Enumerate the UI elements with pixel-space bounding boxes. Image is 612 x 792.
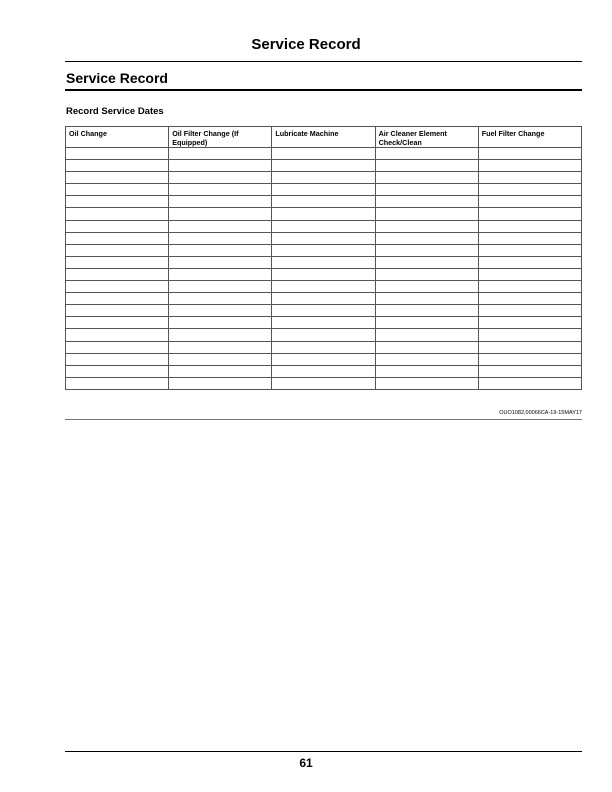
header-divider [65,61,582,62]
table-cell[interactable] [272,256,375,268]
table-row [66,268,582,280]
table-cell[interactable] [272,208,375,220]
table-cell[interactable] [478,172,581,184]
table-cell[interactable] [169,377,272,389]
footer-code-divider [65,419,582,420]
table-cell[interactable] [478,317,581,329]
table-cell[interactable] [478,160,581,172]
table-cell[interactable] [272,196,375,208]
table-cell[interactable] [375,220,478,232]
table-cell[interactable] [169,172,272,184]
table-cell[interactable] [272,353,375,365]
table-cell[interactable] [478,256,581,268]
table-cell[interactable] [272,365,375,377]
table-cell[interactable] [169,244,272,256]
table-cell[interactable] [169,305,272,317]
table-cell[interactable] [375,172,478,184]
table-cell[interactable] [66,353,169,365]
table-cell[interactable] [272,232,375,244]
table-cell[interactable] [66,293,169,305]
table-row [66,148,582,160]
table-cell[interactable] [375,293,478,305]
table-cell[interactable] [66,160,169,172]
table-cell[interactable] [478,293,581,305]
table-cell[interactable] [66,281,169,293]
table-cell[interactable] [169,341,272,353]
table-cell[interactable] [375,256,478,268]
page-footer-divider [65,751,582,752]
table-cell[interactable] [478,208,581,220]
table-cell[interactable] [272,160,375,172]
table-cell[interactable] [169,268,272,280]
table-cell[interactable] [375,232,478,244]
table-row [66,160,582,172]
table-cell[interactable] [478,341,581,353]
table-cell[interactable] [169,353,272,365]
table-cell[interactable] [66,244,169,256]
table-cell[interactable] [66,329,169,341]
table-cell[interactable] [272,317,375,329]
column-header-fuel-filter-change: Fuel Filter Change [478,127,581,148]
table-cell[interactable] [66,341,169,353]
table-row [66,281,582,293]
table-cell[interactable] [375,377,478,389]
table-cell[interactable] [66,148,169,160]
table-cell[interactable] [66,208,169,220]
table-cell[interactable] [375,244,478,256]
table-cell[interactable] [478,184,581,196]
table-cell[interactable] [66,220,169,232]
table-cell[interactable] [375,341,478,353]
table-cell[interactable] [66,232,169,244]
table-cell[interactable] [169,293,272,305]
table-row [66,329,582,341]
table-cell[interactable] [272,244,375,256]
table-cell[interactable] [66,256,169,268]
table-cell[interactable] [272,220,375,232]
table-header-row [66,127,582,148]
table-cell[interactable] [169,148,272,160]
table-cell[interactable] [478,365,581,377]
table-cell[interactable] [375,196,478,208]
table-row [66,220,582,232]
table-cell[interactable] [272,293,375,305]
table-cell[interactable] [66,377,169,389]
table-cell[interactable] [169,329,272,341]
table-cell[interactable] [375,329,478,341]
section-title: Service Record [66,70,168,86]
table-cell[interactable] [272,377,375,389]
table-cell[interactable] [375,148,478,160]
table-row [66,377,582,389]
table-cell[interactable] [66,184,169,196]
column-header-lubricate-machine: Lubricate Machine [272,127,375,148]
table-cell[interactable] [66,317,169,329]
table-cell[interactable] [169,184,272,196]
table-cell[interactable] [375,305,478,317]
table-row [66,341,582,353]
table-cell[interactable] [272,305,375,317]
table-cell[interactable] [272,268,375,280]
page-number: 61 [299,756,313,770]
table-cell[interactable] [478,305,581,317]
table-row [66,232,582,244]
service-record-table [65,126,582,390]
column-header-oil-filter-change: Oil Filter Change (If Equipped) [169,127,272,148]
table-row [66,208,582,220]
table-cell[interactable] [478,148,581,160]
table-row [66,196,582,208]
table-cell[interactable] [478,268,581,280]
table-cell[interactable] [478,196,581,208]
table-cell[interactable] [478,244,581,256]
table-row [66,365,582,377]
document-code: OUO1082,00066CA-19-15MAY17 [499,410,582,416]
table-cell[interactable] [375,317,478,329]
table-cell[interactable] [478,329,581,341]
table-cell[interactable] [272,184,375,196]
table-cell[interactable] [169,208,272,220]
table-cell[interactable] [272,341,375,353]
table-row [66,256,582,268]
page-title: Service Record [251,36,361,53]
table-row [66,172,582,184]
table-cell[interactable] [272,281,375,293]
table-cell[interactable] [169,317,272,329]
table-cell[interactable] [375,281,478,293]
table-cell[interactable] [478,281,581,293]
table-cell[interactable] [375,268,478,280]
column-header-air-cleaner: Air Cleaner Element Check/Clean [375,127,478,148]
table-cell[interactable] [375,365,478,377]
table-cell[interactable] [169,220,272,232]
table-cell[interactable] [272,329,375,341]
table-row [66,293,582,305]
table-cell[interactable] [66,196,169,208]
table-cell[interactable] [66,172,169,184]
table-body [66,148,582,390]
table-cell[interactable] [478,353,581,365]
table-cell[interactable] [478,220,581,232]
table-row [66,353,582,365]
table-cell[interactable] [169,160,272,172]
table-cell[interactable] [169,196,272,208]
table-cell[interactable] [169,365,272,377]
table-cell[interactable] [375,160,478,172]
table-cell[interactable] [375,208,478,220]
table-row [66,317,582,329]
table-cell[interactable] [375,353,478,365]
table-row [66,184,582,196]
table-row [66,305,582,317]
table-cell[interactable] [375,184,478,196]
table-cell[interactable] [169,281,272,293]
subsection-title: Record Service Dates [66,106,164,117]
section-divider [65,89,582,91]
table-cell[interactable] [478,232,581,244]
table-cell[interactable] [272,148,375,160]
table-cell[interactable] [66,365,169,377]
table-cell[interactable] [66,268,169,280]
column-header-oil-change: Oil Change [66,127,169,148]
table-cell[interactable] [66,305,169,317]
table-cell[interactable] [478,377,581,389]
table-cell[interactable] [169,256,272,268]
table-row [66,244,582,256]
table-cell[interactable] [272,172,375,184]
table-cell[interactable] [169,232,272,244]
